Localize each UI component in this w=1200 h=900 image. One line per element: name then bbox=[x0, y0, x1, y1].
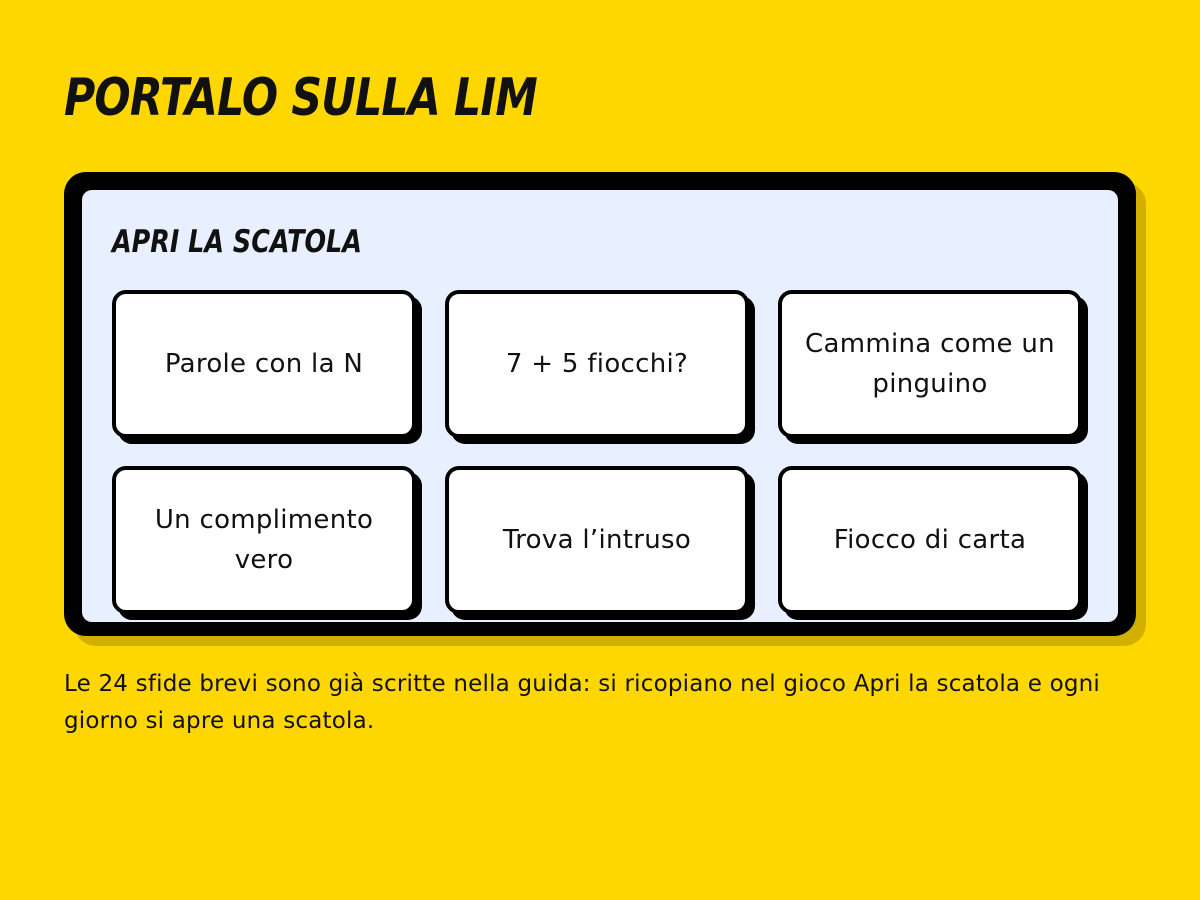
box-card-2[interactable] bbox=[445, 290, 749, 438]
box-card-label: Fiocco di carta bbox=[833, 525, 1027, 555]
box-card-label: Cammina come un pinguino bbox=[805, 329, 1055, 399]
box-card-label: Un complimento vero bbox=[154, 505, 374, 575]
box-card-5[interactable] bbox=[445, 466, 749, 614]
box-card-1[interactable] bbox=[112, 290, 416, 438]
page-title: PORTALO SULLA LIM bbox=[64, 68, 537, 128]
interactive-whiteboard bbox=[64, 172, 1136, 636]
box-card-6[interactable] bbox=[778, 466, 1082, 614]
whiteboard-screen bbox=[82, 190, 1118, 622]
box-card-4[interactable] bbox=[112, 466, 416, 614]
box-card-label: Trova l’intruso bbox=[502, 525, 692, 555]
game-title: APRI LA SCATOLA bbox=[112, 224, 362, 260]
box-card-label: 7 + 5 fiocchi? bbox=[505, 349, 689, 379]
box-card-3[interactable] bbox=[778, 290, 1082, 438]
caption-text: Le 24 sfide brevi sono già scritte nella guida: si ricopiano nel gioco Apri la scatola e ogni giorno si apre una scatola. bbox=[64, 671, 1101, 734]
box-card-label: Parole con la N bbox=[164, 349, 364, 379]
